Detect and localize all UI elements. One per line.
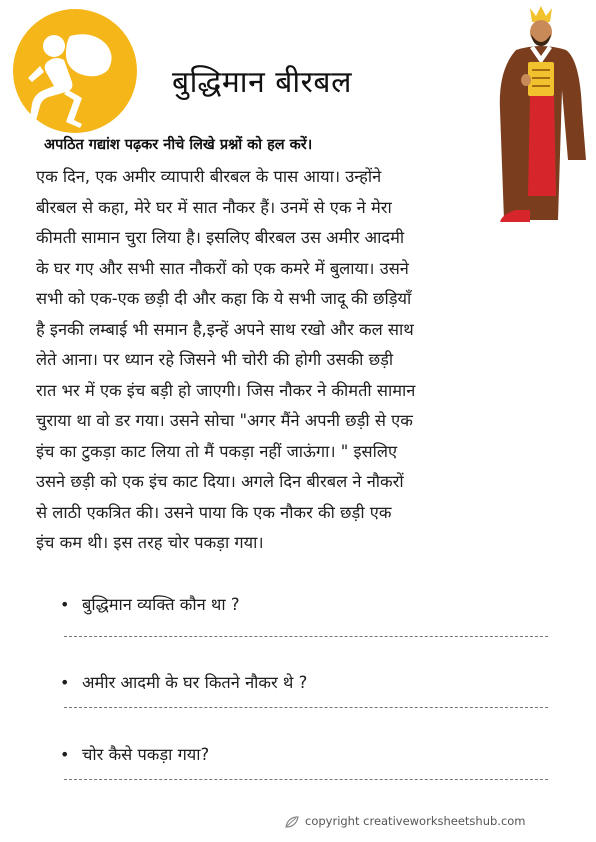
passage [36, 162, 546, 559]
answer-line[interactable] [64, 707, 548, 708]
page-title: बुद्धिमान बीरबल [172, 65, 352, 100]
passage-line: के घर गए और सभी सात नौकरों को एक कमरे में बुलाया। उसने [36, 258, 409, 278]
passage-line: इंच कम थी। इस तरह चोर पकड़ा गया। [36, 533, 264, 552]
passage-line: चुराया था वो डर गया। उसने सोचा "अगर मैंने अपनी छड़ी से एक [36, 411, 413, 430]
question-item [60, 670, 548, 693]
question-item [60, 742, 548, 765]
leaf-icon [284, 815, 300, 829]
passage-line: है इनकी लम्बाई भी समान है,इन्हें अपने साथ रखो और कल साथ [36, 319, 414, 339]
question-text: बुद्धिमान व्यक्ति कौन था ? [82, 595, 240, 614]
bullet-icon: • [60, 745, 70, 764]
instruction-text: अपठित गद्यांश पढ़कर नीचे लिखे प्रश्नों को हल करें। [44, 137, 313, 153]
answer-line[interactable] [64, 779, 548, 780]
passage-line: इंच का टुकड़ा काट लिया तो मैं पकड़ा नहीं जाऊंगा। " इसलिए [36, 441, 398, 461]
logo-icon [10, 6, 140, 136]
bullet-icon: • [60, 595, 70, 614]
passage-line: कीमती सामान चुरा लिया है। इसलिए बीरबल उस अमीर आदमी [36, 228, 405, 247]
copyright-footer [284, 814, 526, 829]
passage-line: उसने छड़ी को एक इंच काट दिया। अगले दिन बीरबल ने नौकरों [36, 472, 404, 491]
question-text: चोर कैसे पकड़ा गया? [82, 745, 210, 764]
question-item [60, 592, 548, 615]
passage-line: से लाठी एकत्रित की। उसने पाया कि एक नौकर की छड़ी एक [36, 502, 392, 522]
passage-line: रात भर में एक इंच बड़ी हो जाएगी। जिस नौकर ने कीमती सामान [36, 380, 416, 400]
passage-line: बीरबल से कहा, मेरे घर में सात नौकर हैं। उनमें से एक ने मेरा [36, 197, 392, 217]
copyright-text: copyright creativeworksheetshub.com [305, 814, 526, 828]
answer-line[interactable] [64, 636, 548, 637]
passage-line: सभी को एक-एक छड़ी दी और कहा कि ये सभी जादू की छड़ियाँ [36, 289, 412, 308]
passage-line: लेते आना। पर ध्यान रहे जिसने भी चोरी की होगी उसकी छड़ी [36, 350, 394, 369]
question-text: अमीर आदमी के घर कितने नौकर थे ? [82, 673, 308, 692]
passage-line: एक दिन, एक अमीर व्यापारी बीरबल के पास आया। उन्होंने [36, 167, 382, 186]
bullet-icon: • [60, 673, 70, 692]
